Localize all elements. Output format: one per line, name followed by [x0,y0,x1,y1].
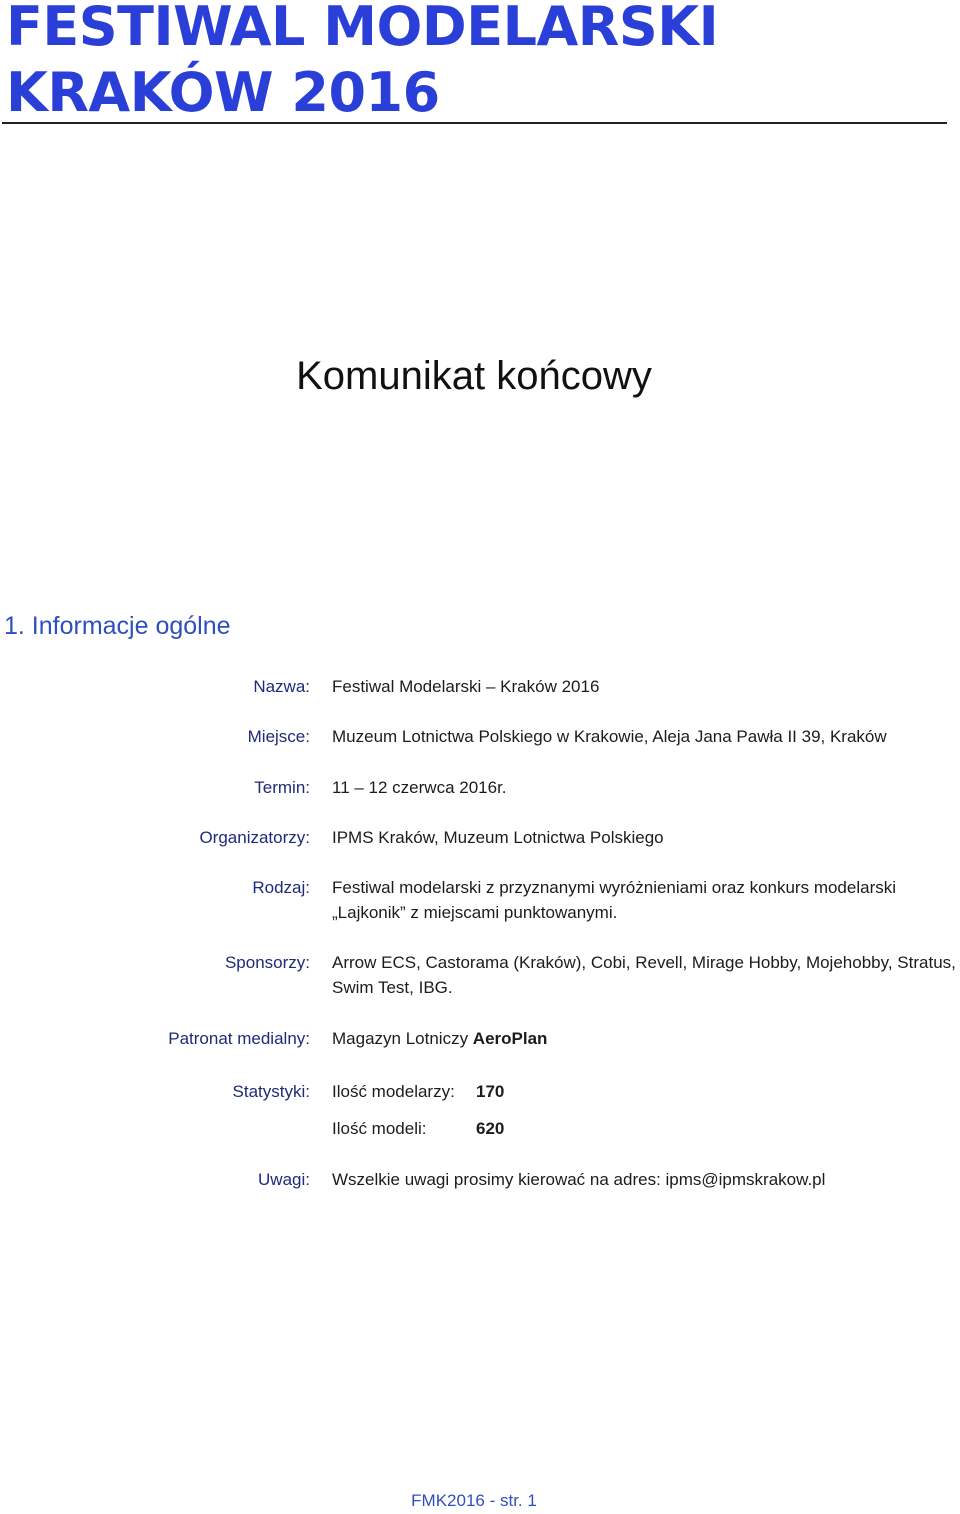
label-sponsorzy: Sponsorzy: [224,953,310,972]
festival-banner-title [6,0,718,126]
stat-modeli-label: Ilość modeli: [332,1119,427,1138]
label-uwagi: Uwagi: [258,1170,310,1189]
label-nazwa: Nazwa: [253,677,310,696]
stat-modeli-value: 620 [476,1119,505,1138]
label-rodzaj: Rodzaj: [252,878,310,897]
label-miejsce: Miejsce: [247,727,310,746]
value-organizatorzy: IPMS Kraków, Muzeum Lotnictwa Polskiego [332,828,664,847]
value-patronat [332,1026,960,1051]
stat-modelarzy-label: Ilość modelarzy: [332,1082,455,1101]
value-miejsce: Muzeum Lotnictwa Polskiego w Krakowie, Aleja Jana Pawła II 39, Kraków [332,727,887,746]
document-title: Komunikat końcowy [296,354,652,398]
page-footer: FMK2016 - str. 1 [411,1491,537,1510]
section-heading-general-info: 1. Informacje ogólne [4,612,231,640]
label-patronat: Patronat medialny: [168,1029,310,1048]
stat-modelarzy [332,1079,960,1104]
value-rodzaj: Festiwal modelarski z przyznanymi wyróżnieniami oraz konkurs modelarski „Lajkonik” z miejscami punktowanymi. [332,878,897,922]
patronat-prefix: Magazyn Lotniczy [332,1029,473,1048]
stat-modeli [332,1116,960,1141]
label-statystyki: Statystyki: [232,1082,310,1101]
banner-line-2: KRAKÓW 2016 [6,61,440,124]
value-termin: 11 – 12 czerwca 2016r. [332,778,507,797]
value-sponsorzy: Arrow ECS, Castorama (Kraków), Cobi, Revell, Mirage Hobby, Mojehobby, Stratus, Swim Test, IBG. [332,953,956,997]
stat-modelarzy-value: 170 [476,1082,505,1101]
banner-line-1: FESTIWAL MODELARSKI [6,0,719,58]
value-nazwa: Festiwal Modelarski – Kraków 2016 [332,677,600,696]
banner-divider [2,122,947,124]
value-uwagi: Wszelkie uwagi prosimy kierować na adres: ipms@ipmskrakow.pl [332,1170,826,1189]
label-termin: Termin: [254,778,310,797]
patronat-magazine-name: AeroPlan [472,1029,548,1048]
label-organizatorzy: Organizatorzy: [199,828,310,847]
